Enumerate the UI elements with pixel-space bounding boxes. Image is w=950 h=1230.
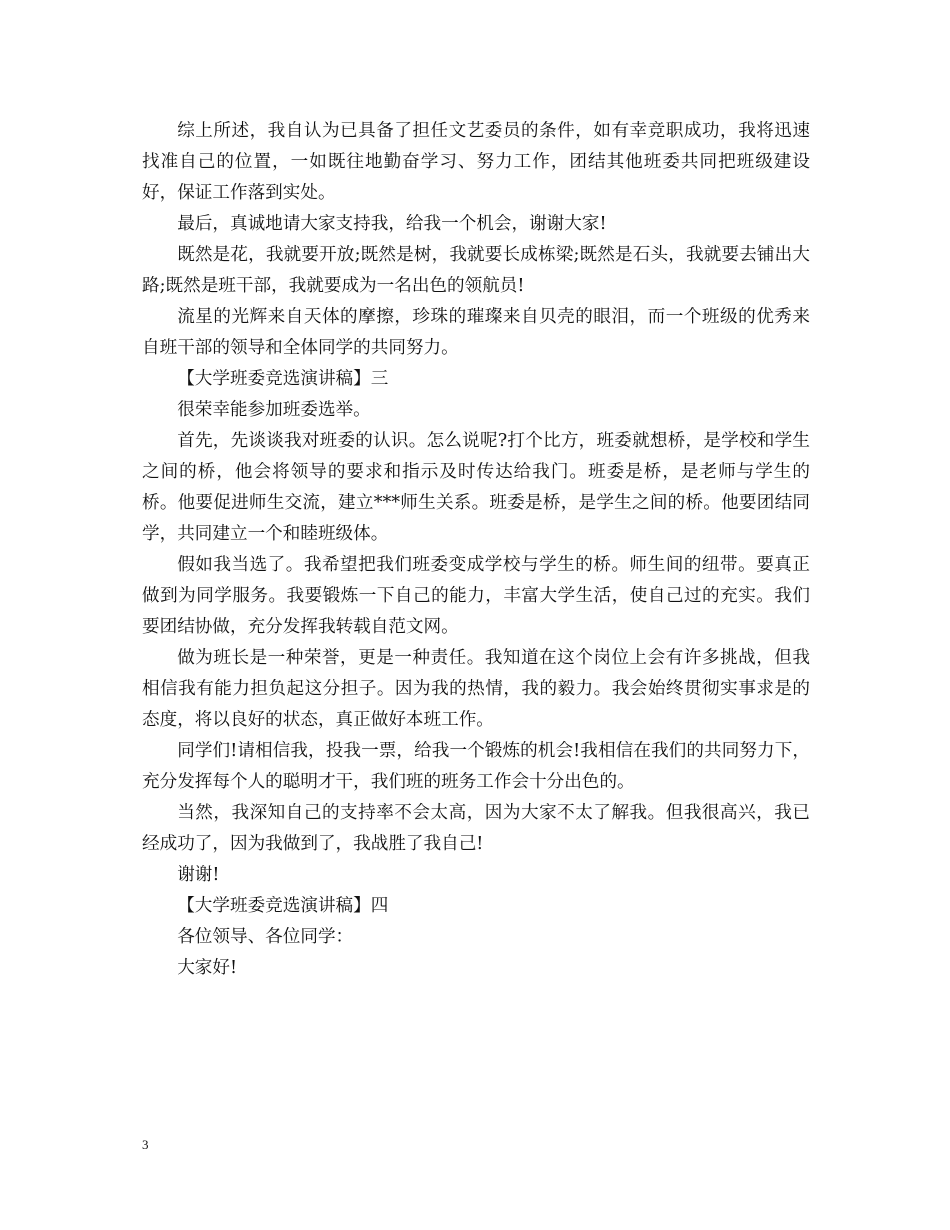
paragraph-support-rate: 当然，我深知自己的支持率不会太高，因为大家不太了解我。但我很高兴，我已经成功了，因为我做到了，我战胜了我自己! <box>142 803 810 854</box>
paragraph-flower-tree: 既然是花，我就要开放;既然是树，我就要长成栋梁;既然是石头，我就要去铺出大路;既然是班干部，我就要成为一名出色的领航员! <box>142 245 810 296</box>
paragraph-thank-you: 谢谢! <box>177 865 220 885</box>
paragraph-greeting: 大家好! <box>177 958 238 978</box>
section-heading-four: 【大学班委竞选演讲稿】四 <box>177 896 389 916</box>
document-body <box>142 116 810 984</box>
paragraph-salutation: 各位领导、各位同学： <box>177 927 354 947</box>
paragraph-if-elected: 假如我当选了。我希望把我们班委变成学校与学生的桥。师生间的纽带。要真正做到为同学服务。我要锻炼一下自己的能力，丰富大学生活，使自己过的充实。我们要团结协做，充分发挥我转载自范文网。 <box>142 555 810 637</box>
paragraph-summary: 综上所述，我自认为已具备了担任文艺委员的条件，如有幸竞职成功，我将迅速找准自己的位置，一如既往地勤奋学习、努力工作，团结其他班委共同把班级建设好，保证工作落到实处。 <box>142 121 810 203</box>
paragraph-thanks-support: 最后，真诚地请大家支持我，给我一个机会，谢谢大家! <box>177 214 607 234</box>
paragraph-bridge: 首先，先谈谈我对班委的认识。怎么说呢?打个比方，班委就想桥，是学校和学生之间的桥，他会将领导的要求和指示及时传达给我门。班委是桥，是老师与学生的桥。他要促进师生交流，建立***师生关系。班委是桥，是学生之间的桥。他要团结同学，共同建立一个和睦班级体。 <box>142 431 810 544</box>
page-number: 3 <box>142 1137 149 1152</box>
paragraph-monitor-honor: 做为班长是一种荣誉，更是一种责任。我知道在这个岗位上会有许多挑战，但我相信我有能力担负起这分担子。因为我的热情，我的毅力。我会始终贯彻实事求是的态度，将以良好的状态，真正做好本班工作。 <box>142 648 810 730</box>
paragraph-vote-for-me: 同学们!请相信我，投我一票，给我一个锻炼的机会!我相信在我们的共同努力下，充分发挥每个人的聪明才干，我们班的班务工作会十分出色的。 <box>142 741 810 792</box>
paragraph-meteor: 流星的光辉来自天体的摩擦，珍珠的璀璨来自贝壳的眼泪，而一个班级的优秀来自班干部的领导和全体同学的共同努力。 <box>142 307 810 358</box>
paragraph-honored: 很荣幸能参加班委选举。 <box>177 400 371 420</box>
section-heading-three: 【大学班委竞选演讲稿】三 <box>177 369 389 389</box>
